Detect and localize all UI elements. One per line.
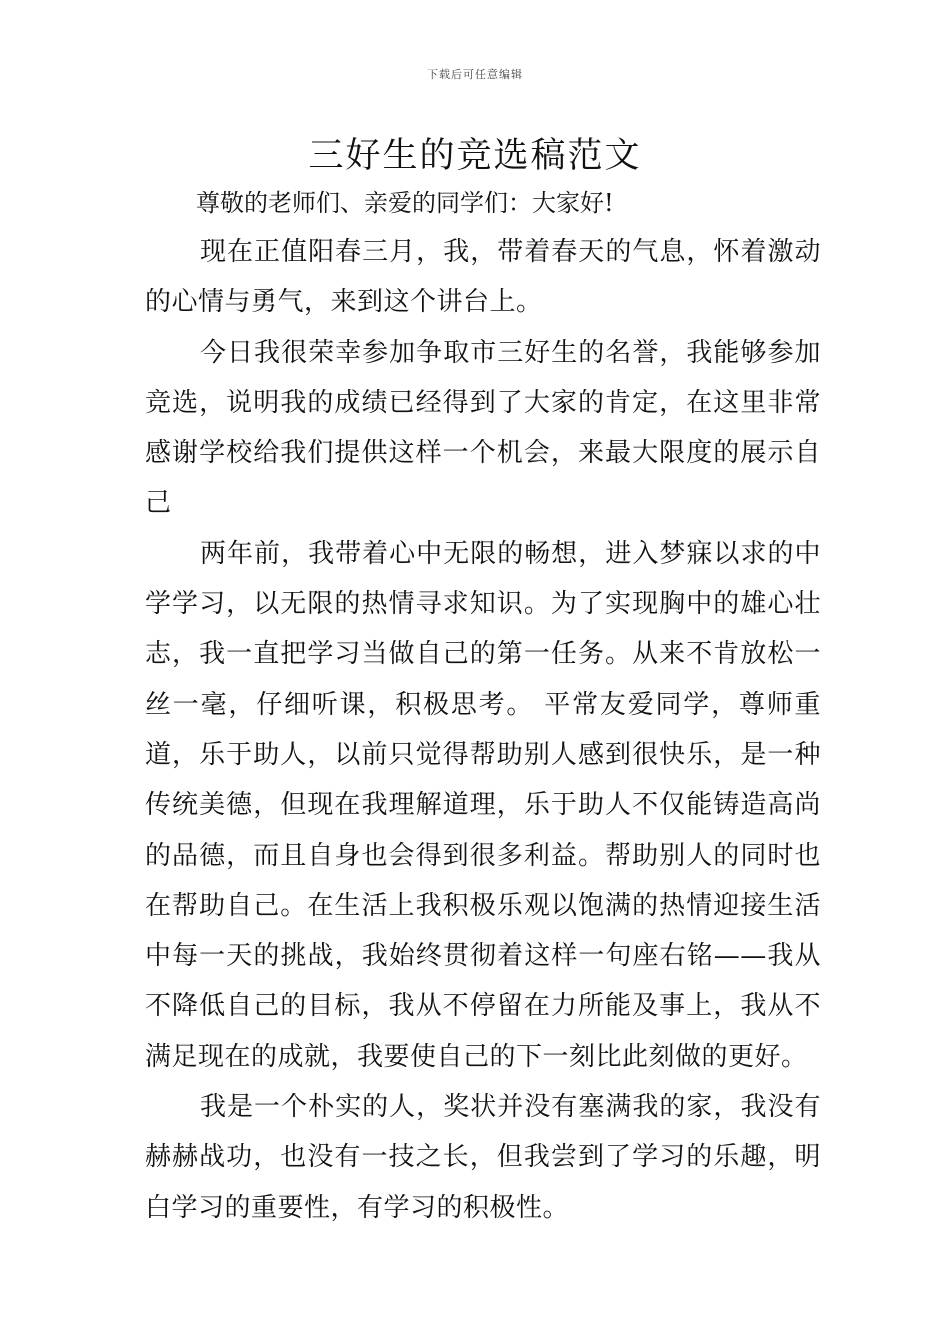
header-note: 下载后可任意编辑 [427,68,523,81]
paragraph-3: 两年前，我带着心中无限的畅想，进入梦寐以求的中学学习，以无限的热情寻求知识。为了实现胸中的雄心壮志，我一直把学习当做自己的第一任务。从来不肯放松一丝一毫，仔细听课，积极思考。 平常友爱同学，尊师重道，乐于助人，以前只觉得帮助别人感到很快乐，是一种传统美德，但现在我理解道理，乐于助人不仅能铸造高尚的品德，而且自身也会得到很多利益。帮助别人的同时也在帮助自己。在生活上我积极乐观以饱满的热情迎接生活中每一天的挑战，我始终贯彻着这样一句座右铭——我从不降低自己的目标，我从不停留在力所能及事上，我从不满足现在的成就，我要使自己的下一刻比此刻做的更好。 [145,538,821,1072]
paragraph-1: 现在正值阳春三月，我，带着春天的气息，怀着激动的心情与勇气，来到这个讲台上。 [145,237,821,318]
document-title: 三好生的竞选稿范文 [308,136,642,176]
greeting-line: 尊敬的老师们、亲爱的同学们：大家好! [196,189,614,217]
paragraph-2: 今日我很荣幸参加争取市三好生的名誉，我能够参加竞选，说明我的成绩已经得到了大家的肯定，在这里非常感谢学校给我们提供这样一个机会，来最大限度的展示自己 [145,337,821,519]
document-body [145,227,821,1233]
paragraph-4: 我是一个朴实的人，奖状并没有塞满我的家，我没有赫赫战功，也没有一技之长，但我尝到了学习的乐趣，明白学习的重要性，有学习的积极性。 [145,1092,821,1223]
